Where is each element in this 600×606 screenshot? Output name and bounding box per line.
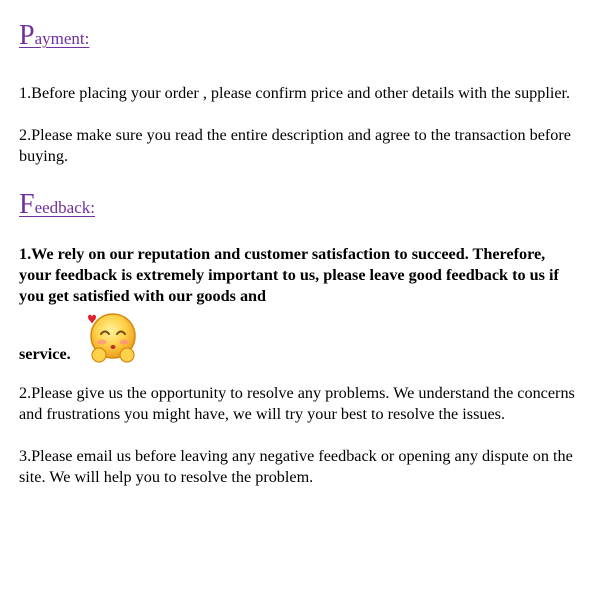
feedback-item-1: 1.We rely on our reputation and customer satisfaction to succeed. Therefore, your feedback is extremely important to us, please leave good feedback to us if you get satisfied with our goods and	[19, 245, 559, 305]
payment-heading-text: ayment:	[34, 29, 90, 48]
payment-item-2: 2.Please make sure you read the entire description and agree to the transaction before buying.	[19, 126, 571, 165]
document-page	[19, 22, 579, 488]
payment-heading-initial: P	[19, 20, 35, 51]
payment-heading	[19, 22, 89, 50]
payment-item-1: 1.Before placing your order , please confirm price and other details with the supplier.	[19, 84, 571, 102]
feedback-heading-text: eedback:	[34, 198, 95, 217]
feedback-item-1-tail-line	[19, 317, 579, 365]
feedback-heading-initial: F	[19, 189, 35, 220]
feedback-item-1-tail: service.	[19, 345, 71, 363]
feedback-item-2: 2.Please give us the opportunity to resolve any problems. We understand the concerns and frustrations you might have, we will try your best to resolve the issues.	[19, 384, 575, 423]
feedback-item-3: 3.Please email us before leaving any negative feedback or opening any dispute on the site. We will help you to resolve the problem.	[19, 447, 573, 486]
blushing-smiley-icon	[85, 309, 137, 365]
feedback-heading	[19, 191, 95, 219]
